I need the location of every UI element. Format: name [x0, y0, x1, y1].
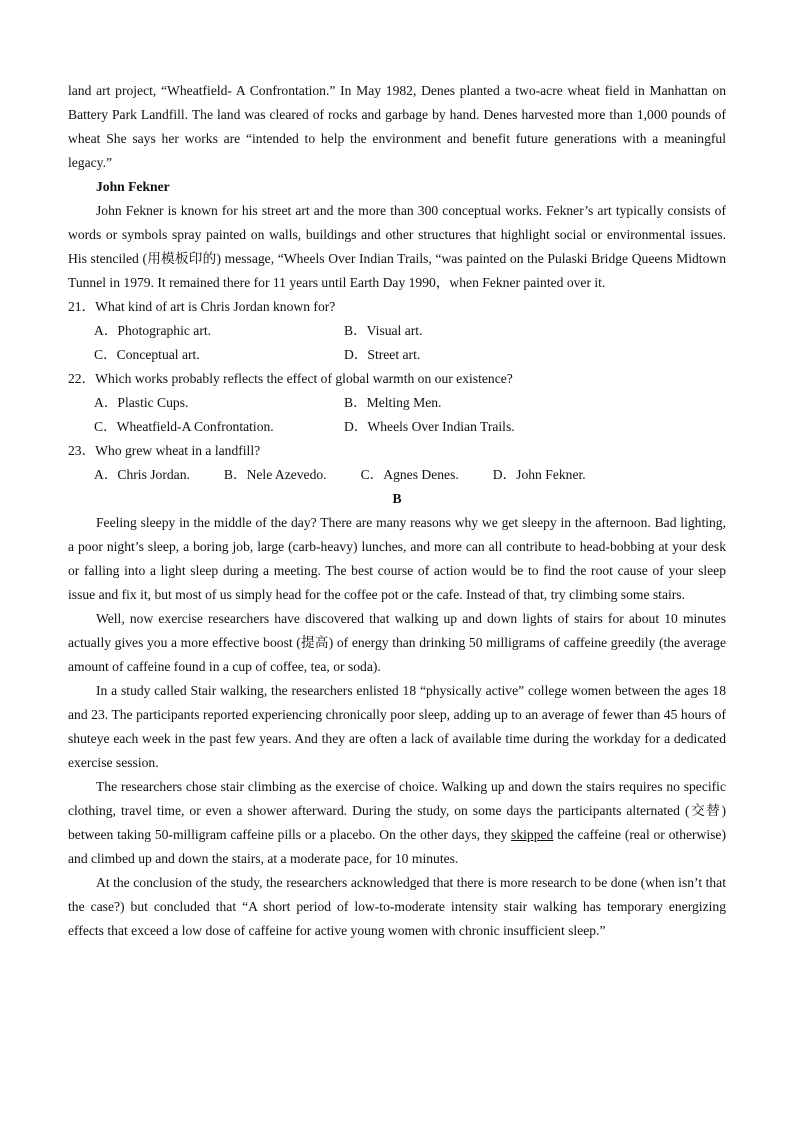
option-b[interactable]: B．Visual art. — [344, 323, 423, 338]
section-title-b: B — [392, 491, 402, 506]
option-a[interactable]: A．Photographic art. — [94, 323, 212, 338]
paragraph-b1: Feeling sleepy in the middle of the day? There are many reasons why we get sleepy in the afternoon. Bad lighting, a poor night’s sleep, a boring job, large (carb-heavy) lunches, and more can all contribute to head-bobbing at your desk or falling into a light sleep during a meeting. The best course of action would be to find the root cause of your sleep issue and fix it, but most of us simply head for the coffee pot or the cafe. Instead of that, try climbing some stairs. — [68, 515, 726, 602]
question-21 — [68, 295, 726, 367]
options-row — [68, 415, 726, 439]
paragraph-b2: Well, now exercise researchers have discovered that walking up and down lights of stairs for about 10 minutes actually gives you a more effective boost (提高) of energy than drinking 50 milligrams of caffeine greedily (the average amount of caffeine found in a cup of coffee, tea, or soda). — [68, 611, 726, 674]
option-a[interactable]: A．Plastic Cups. — [94, 395, 189, 410]
paragraph-b3: In a study called Stair walking, the researchers enlisted 18 “physically active” college women between the ages 18 and 23. The participants reported experiencing chronically poor sleep, adding up to an average of fewer than 45 hours of shuteye each week in the past few years. And they are often a lack of available time during the workday for a dedicated exercise session. — [68, 683, 726, 770]
paragraph-b4-text-end: the caffeine (real or otherwise) and climbed up and down the stairs, at a moderate pace, for 10 minutes. — [68, 827, 726, 866]
question-stem: 22．Which works probably reflects the effect of global warmth on our existence? — [68, 371, 513, 386]
heading-john-fekner: John Fekner — [96, 179, 170, 194]
paragraph-fekner: John Fekner is known for his street art and the more than 300 conceptual works. Fekner’s art typically consists of words or symbols spray painted on walls, buildings and other structures that highlight social or environmental issues. His stenciled (用模板印的) message, “Wheels Over Indian Trails, “was painted on the Pulaski Bridge Queens Midtown Tunnel in 1979. It remained there for 11 years until Earth Day 1990，when Fekner painted over it. — [68, 203, 726, 290]
underlined-word-skipped: skipped — [511, 827, 554, 842]
option-b[interactable]: B．Nele Azevedo. — [223, 467, 327, 482]
paragraph-b5: At the conclusion of the study, the researchers acknowledged that there is more research to be done (when isn’t that the case?) but concluded that “A short period of low-to-moderate intensity stair walking has temporary energizing effects that exceed a low dose of caffeine for active young women with chronic insufficient sleep.” — [68, 875, 726, 938]
paragraph-b4-text-start: The researchers chose stair climbing as the exercise of choice. Walking up and down the stairs requires no specific clothing, travel time, or even a shower afterward. During the study, on some days the participants alternated (交替) between taking 50-milligram caffeine pills or a placebo. On the other days, they — [68, 779, 726, 842]
question-22 — [68, 367, 726, 439]
paragraph-denes: land art project, “Wheatfield- A Confrontation.” In May 1982, Denes planted a two-acre wheat field in Manhattan on Battery Park Landfill. The land was cleared of rocks and garbage by hand. Denes harvested more than 1,000 pounds of wheat She says her works are “intended to help the environment and benefit future generations with a meaningful legacy.” — [68, 83, 726, 170]
options-row — [68, 319, 726, 343]
option-c[interactable]: C．Agnes Denes. — [360, 467, 459, 482]
option-d[interactable]: D．Wheels Over Indian Trails. — [344, 419, 515, 434]
document-page — [68, 79, 726, 943]
option-c[interactable]: C．Wheatfield-A Confrontation. — [94, 419, 274, 434]
option-b[interactable]: B．Melting Men. — [344, 395, 442, 410]
question-23 — [68, 439, 726, 487]
question-stem: 21．What kind of art is Chris Jordan known for? — [68, 299, 336, 314]
question-stem: 23．Who grew wheat in a landfill? — [68, 443, 261, 458]
option-d[interactable]: D．Street art. — [344, 347, 421, 362]
options-row — [68, 343, 726, 367]
options-row — [68, 391, 726, 415]
option-c[interactable]: C．Conceptual art. — [94, 347, 200, 362]
option-d[interactable]: D．John Fekner. — [492, 467, 586, 482]
option-a[interactable]: A．Chris Jordan. — [94, 467, 190, 482]
paragraph-b4 — [68, 775, 726, 871]
options-row — [68, 463, 726, 487]
